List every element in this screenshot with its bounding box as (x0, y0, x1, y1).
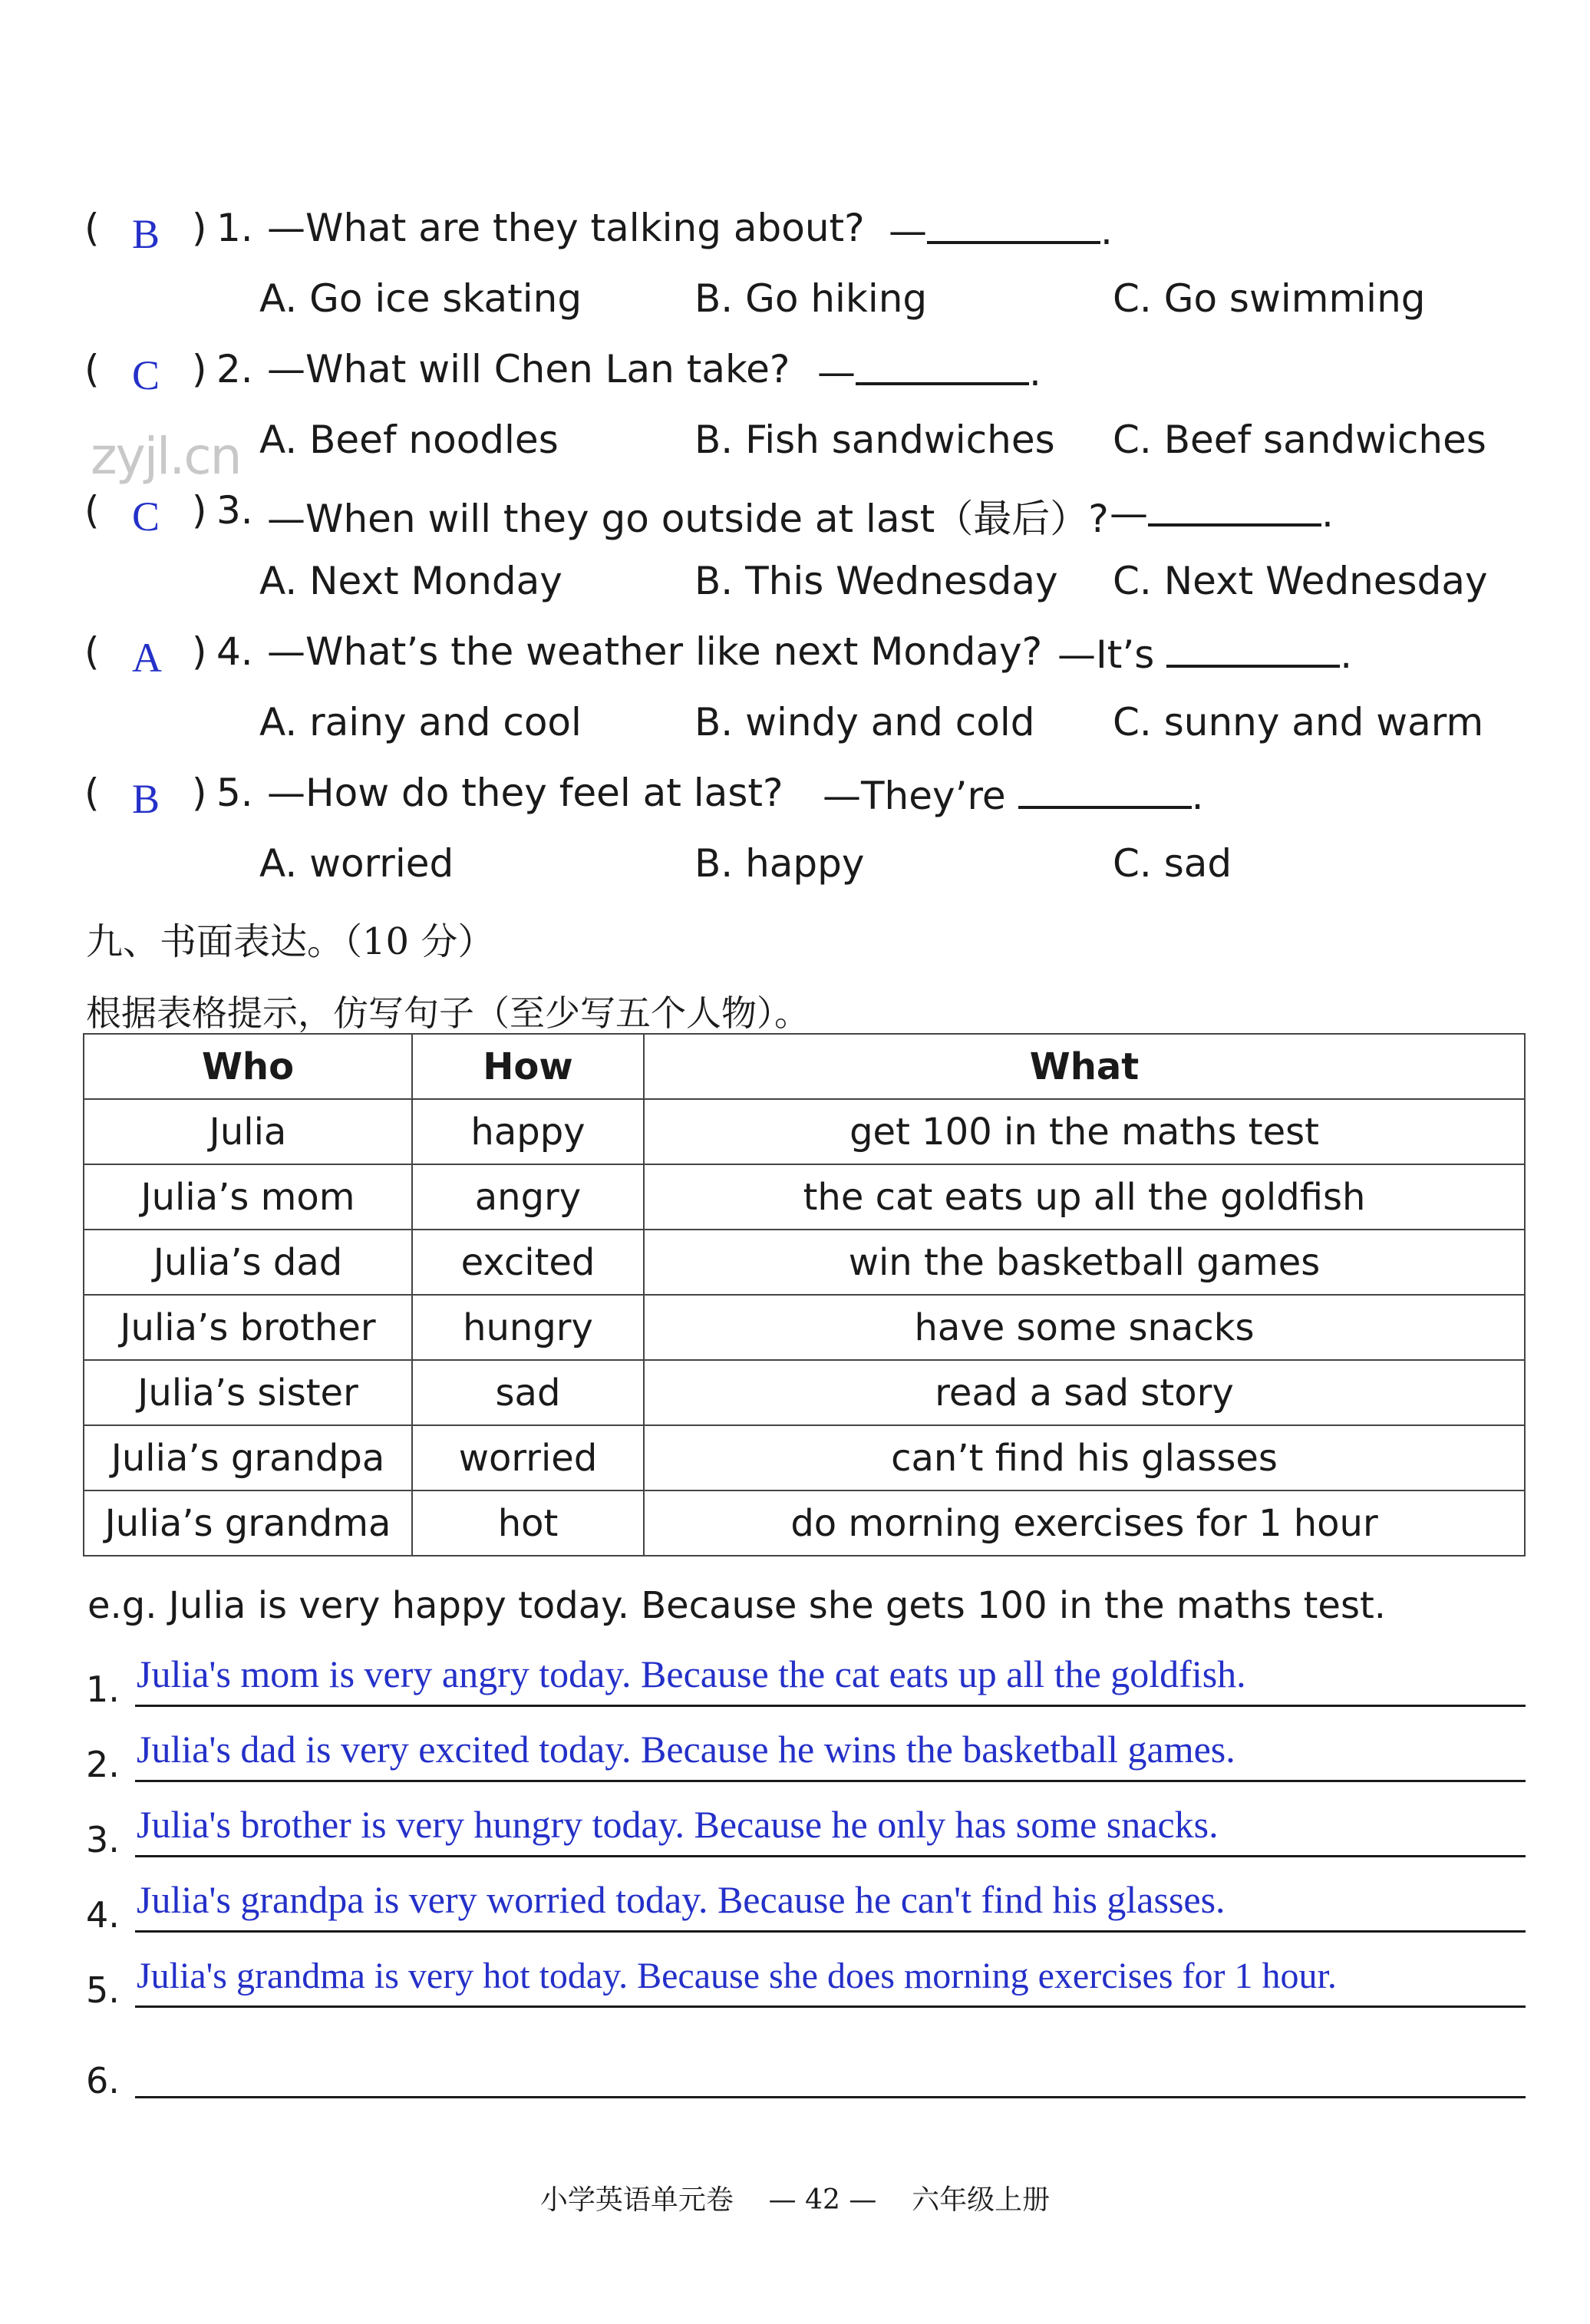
option-a: A. Go ice skating (259, 276, 582, 321)
cell-how: excited (412, 1230, 644, 1295)
answer-number: 6. (86, 2060, 120, 2101)
answer-text: Julia's brother is very hungry today. Because he only has some snacks. (137, 1803, 1219, 1846)
option-b: B. windy and cold (694, 700, 1035, 744)
section-title: 九、书面表达。（10 分） (86, 920, 495, 963)
paren-open: ( (84, 206, 100, 250)
cell-how: hot (412, 1490, 644, 1556)
option-c: C. Next Wednesday (1113, 559, 1488, 603)
paren-close: ) (192, 771, 207, 815)
watermark: zyjl.cn (91, 427, 241, 486)
cell-how: hungry (412, 1295, 644, 1360)
answer-line-3[interactable] (86, 1799, 1526, 1860)
cell-how: worried (412, 1425, 644, 1490)
paren-open: ( (84, 347, 100, 391)
option-b: B. Go hiking (694, 276, 928, 321)
answer-rule (135, 1705, 1526, 1707)
question-number: 4. (216, 629, 253, 674)
cell-how: sad (412, 1360, 644, 1425)
cell-who: Julia’s grandpa (84, 1425, 412, 1490)
table-row (84, 1164, 1525, 1230)
option-a: A. worried (259, 841, 454, 886)
footer-book: 小学英语单元卷 (539, 2184, 734, 2216)
cell-who: Julia’s grandma (84, 1490, 412, 1556)
paren-open: ( (84, 771, 100, 815)
answer-text: Julia's dad is very excited today. Because he wins the basketball games. (137, 1728, 1235, 1771)
answer-line-1[interactable] (86, 1649, 1526, 1710)
header-who: Who (84, 1034, 412, 1099)
question-text: —What are they talking about? (267, 206, 865, 250)
answer-line-6[interactable] (86, 2040, 1526, 2101)
answer-rule (135, 1780, 1526, 1782)
hint-table (83, 1033, 1526, 1556)
cell-how: happy (412, 1099, 644, 1164)
question-number: 2. (216, 347, 253, 391)
cell-what: get 100 in the maths test (644, 1099, 1525, 1164)
answer-number: 5. (86, 1969, 120, 2011)
question-number: 3. (216, 488, 253, 533)
table-row (84, 1230, 1525, 1295)
answer-mark: B (132, 211, 160, 257)
cell-what: the cat eats up all the goldfish (644, 1164, 1525, 1230)
footer-page: — 42 — (768, 2184, 877, 2216)
paren-close: ) (192, 347, 207, 391)
cell-how: angry (412, 1164, 644, 1230)
cell-what: win the basketball games (644, 1230, 1525, 1295)
footer-grade: 六年级上册 (912, 2184, 1051, 2216)
table-row (84, 1295, 1525, 1360)
paren-open: ( (84, 488, 100, 533)
answer-number: 2. (86, 1744, 120, 1785)
answer-blank (1018, 771, 1192, 809)
paren-close: ) (192, 206, 207, 250)
option-c: C. sad (1113, 841, 1232, 886)
paren-close: ) (192, 488, 207, 533)
answer-rule (135, 2096, 1526, 2098)
answer-mark: C (132, 494, 160, 540)
option-c: C. Beef sandwiches (1113, 418, 1486, 462)
answer-blank (1148, 488, 1321, 527)
answer-line-5[interactable] (86, 1949, 1526, 2011)
cell-who: Julia’s sister (84, 1360, 412, 1425)
cell-who: Julia’s mom (84, 1164, 412, 1230)
header-how: How (412, 1034, 644, 1099)
question-reply: — . (1110, 488, 1334, 536)
answer-rule (135, 1855, 1526, 1857)
answer-blank (856, 347, 1029, 385)
option-a: A. Next Monday (259, 559, 562, 603)
option-b: B. This Wednesday (694, 559, 1058, 603)
question-number: 1. (216, 206, 253, 250)
answer-line-2[interactable] (86, 1724, 1526, 1785)
cell-who: Julia’s brother (84, 1295, 412, 1360)
answer-blank (927, 206, 1100, 244)
answer-text: Julia's grandma is very hot today. Because she does morning exercises for 1 hour. (137, 1956, 1337, 1996)
answer-line-4[interactable] (86, 1874, 1526, 1936)
question-reply: —It’s . (1057, 629, 1352, 677)
question-reply: —They’re . (823, 771, 1204, 818)
option-b: B. Fish sandwiches (694, 418, 1055, 462)
table-header-row (84, 1034, 1525, 1099)
option-c: C. Go swimming (1113, 276, 1426, 321)
cell-what: read a sad story (644, 1360, 1525, 1425)
paren-close: ) (192, 629, 207, 674)
answer-rule (135, 1930, 1526, 1933)
example-sentence: e.g. Julia is very happy today. Because she gets 100 in the maths test. (87, 1584, 1387, 1627)
table-row (84, 1490, 1525, 1556)
question-number: 5. (216, 771, 253, 815)
cell-who: Julia (84, 1099, 412, 1164)
question-reply: — . (817, 347, 1041, 394)
table-row (84, 1099, 1525, 1164)
question-reply: — . (889, 206, 1113, 253)
answer-text: Julia's mom is very angry today. Because the cat eats up all the goldfish. (137, 1652, 1246, 1695)
section-instruction: 根据表格提示，仿写句子（至少写五个人物）。 (86, 992, 810, 1034)
answer-mark: A (132, 635, 162, 681)
answer-mark: C (132, 352, 160, 398)
question-text: —What’s the weather like next Monday? (267, 629, 1043, 674)
option-a: A. Beef noodles (259, 418, 559, 462)
answer-mark: B (132, 776, 160, 822)
question-text: —When will they go outside at last（最后）? (267, 497, 1109, 541)
answer-number: 1. (86, 1669, 120, 1710)
table-row (84, 1360, 1525, 1425)
header-what: What (644, 1034, 1525, 1099)
answer-text: Julia's grandpa is very worried today. Because he can't find his glasses. (137, 1878, 1225, 1921)
option-c: C. sunny and warm (1113, 700, 1484, 744)
answer-number: 3. (86, 1819, 120, 1860)
cell-what: have some snacks (644, 1295, 1525, 1360)
question-text: —What will Chen Lan take? (267, 347, 790, 391)
cell-what: do morning exercises for 1 hour (644, 1490, 1525, 1556)
answer-blank (1166, 629, 1340, 668)
question-text: —How do they feel at last? (267, 771, 783, 815)
paren-open: ( (84, 629, 100, 674)
answer-number: 4. (86, 1894, 120, 1936)
page-footer (0, 2178, 1590, 2217)
cell-who: Julia’s dad (84, 1230, 412, 1295)
table-row (84, 1425, 1525, 1490)
option-b: B. happy (694, 841, 865, 886)
cell-what: can’t find his glasses (644, 1425, 1525, 1490)
answer-rule (135, 2005, 1526, 2008)
option-a: A. rainy and cool (259, 700, 582, 744)
